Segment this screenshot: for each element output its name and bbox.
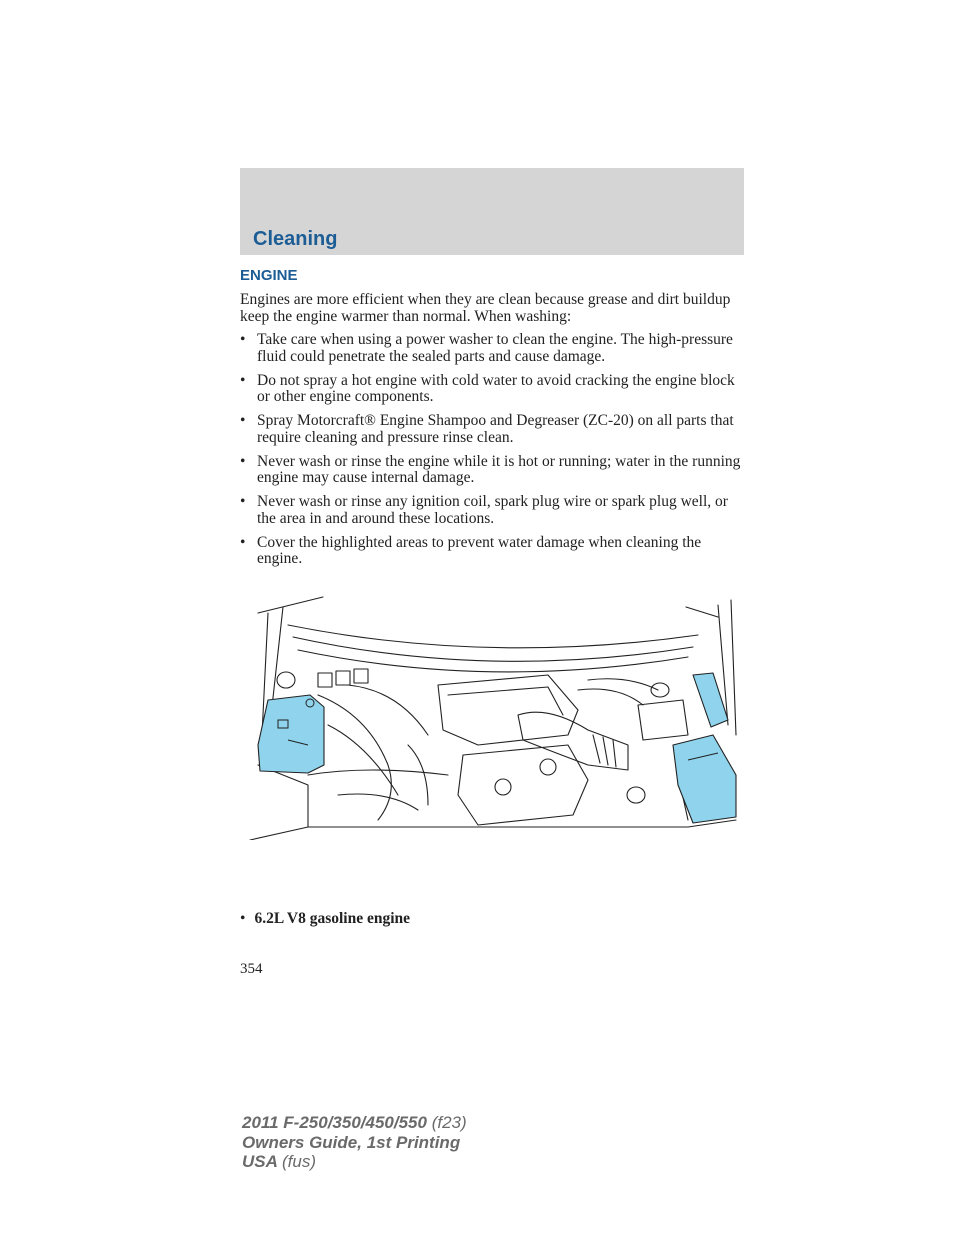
list-item-text: Spray Motorcraft® Engine Shampoo and Degreaser (ZC-20) on all parts that require cleaning and pressure rinse clean. bbox=[257, 412, 734, 446]
caption-text: 6.2L V8 gasoline engine bbox=[254, 910, 411, 927]
footer-model-code: (f23) bbox=[431, 1113, 467, 1132]
bullet-icon: • bbox=[240, 910, 246, 927]
footer-line bbox=[242, 1133, 467, 1153]
list-item bbox=[240, 332, 745, 365]
list-item-text: Never wash or rinse any ignition coil, spark plug wire or spark plug well, or the area in and around these locations. bbox=[257, 493, 728, 527]
engine-compartment-illustration bbox=[248, 595, 738, 840]
bullet-icon: • bbox=[240, 412, 246, 429]
bullet-icon: • bbox=[240, 452, 246, 470]
list-item bbox=[240, 494, 745, 527]
list-item bbox=[240, 373, 745, 406]
footer-market: USA bbox=[242, 1152, 278, 1171]
washing-instructions-list bbox=[240, 332, 745, 575]
page-heading: ENGINE bbox=[240, 267, 298, 284]
intro-paragraph: Engines are more efficient when they are clean because grease and dirt buildup keep the engine warmer than normal. When washing: bbox=[240, 291, 731, 325]
bullet-icon: • bbox=[240, 371, 246, 389]
list-item bbox=[240, 535, 745, 568]
bullet-icon: • bbox=[240, 493, 246, 510]
section-title: Cleaning bbox=[253, 228, 338, 250]
bullet-icon: • bbox=[240, 331, 246, 348]
list-item-text: Never wash or rinse the engine while it is hot or running; water in the running engine may cause internal damage. bbox=[257, 452, 741, 486]
footer-line bbox=[242, 1113, 467, 1133]
footer-market-code: (fus) bbox=[282, 1152, 316, 1171]
document-footer bbox=[242, 1113, 467, 1172]
air-filter-highlight bbox=[673, 735, 736, 823]
list-item-text: Take care when using a power washer to clean the engine. The high-pressure fluid could penetrate the sealed parts and cause damage. bbox=[257, 331, 733, 365]
page-number: 354 bbox=[240, 961, 263, 977]
list-item-text: Do not spray a hot engine with cold water to avoid cracking the engine block or other engine components. bbox=[257, 371, 735, 405]
footer-line bbox=[242, 1152, 467, 1172]
battery-cover-highlight bbox=[258, 695, 324, 773]
footer-edition: Owners Guide, 1st Printing bbox=[242, 1132, 461, 1152]
footer-model: 2011 F-250/350/450/550 bbox=[242, 1113, 427, 1132]
list-item-text: Cover the highlighted areas to prevent water damage when cleaning the engine. bbox=[257, 533, 702, 567]
bullet-icon: • bbox=[240, 533, 246, 551]
list-item bbox=[240, 413, 745, 446]
list-item bbox=[240, 454, 745, 487]
figure-caption bbox=[240, 910, 410, 928]
fuse-box-highlight bbox=[693, 673, 728, 727]
